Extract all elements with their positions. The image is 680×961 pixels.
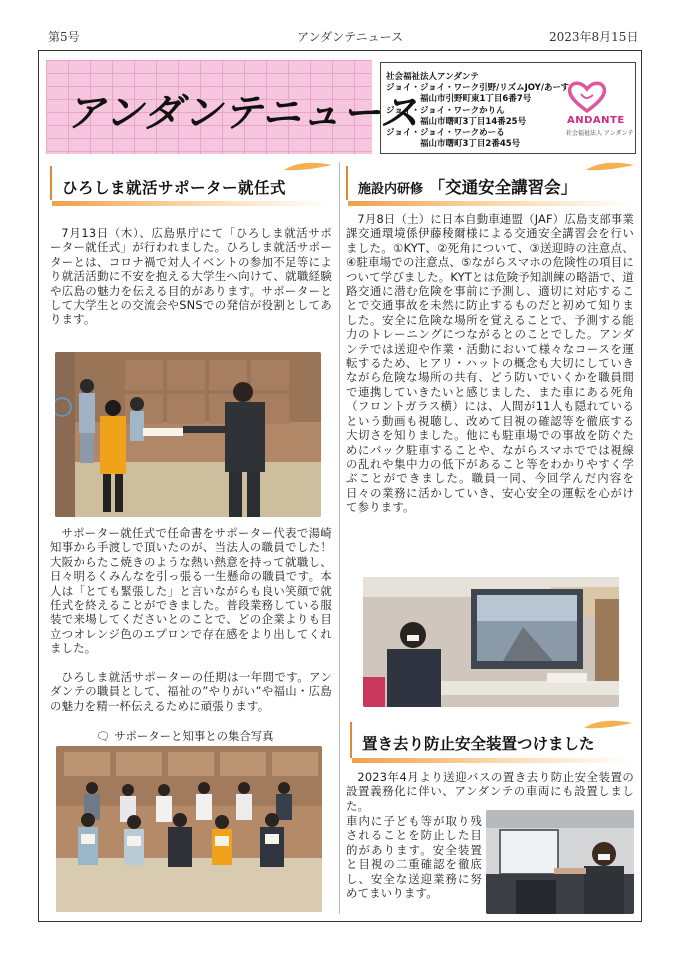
- training-lecture-photo: [363, 577, 619, 707]
- ceremony-handover-photo: [55, 352, 321, 517]
- org-name: 社会福祉法人アンダンテ: [386, 72, 479, 82]
- org-address-2: 福山市曙町3丁目14番25号: [420, 117, 527, 127]
- article2-body: 7月8日（土）に日本自動車連盟（JAF）広島支部事業課交通環境係伊藤稜爾様による交通安全講習会を行いました。①KYT、②死角について、③送迎時の注意点、④駐車場での注意点、⑤ながらスマホの危険性の項目について学びました。KYTとは危険予知訓練の略語で、道路交通に潜む危険を事前に予測し、適切に対応することで交通事故を未然に防止するものだと初めて知りました。安全に危険な場所を覚えることで、予測する能力のトレーニングにつながるとのことでした。アンダンテでは送迎や作業・活動において様々なコースを運転するため、ヒアリ・ハットの概念も大切にしていきながら危険な場所の共有、どう防いでいくかを職員間で連携していきたいと感じました、また車にある死角（フロントガラス横）には、人間が11人も隠れているという動画も視聴し、改めて目視の確認等を徹底する大切さを知りました。他にも駐車場での事故を防ぐためにバック駐車することや、ながらスマホででは視線の乱れや集中力の低下があること等をわかりやすく学ぶことができました。職員一同、今回学んだ内容を日々の業務に活かしていき、安心安全の運転を心がけて参ります。: [346, 212, 634, 515]
- logo-wordmark: ANDANTE: [567, 115, 625, 126]
- column-divider: [339, 162, 340, 914]
- bus-safety-device-photo: [486, 810, 634, 914]
- org-facility-2: ジョイ・ジョイ・ワークかりん: [386, 106, 505, 116]
- group-photo-caption-row: [96, 728, 274, 744]
- article3-paragraph-2: 車内に子ども等が取り残されることを防止した目的があります。安全装置と目視の二重確認を徹底し、安全な送迎業務に努めてまいります。: [346, 814, 482, 901]
- brush-accent-icon-2: [584, 160, 636, 174]
- article2-heading-underline: [348, 201, 634, 206]
- article3-heading-underline: [352, 758, 632, 763]
- newsletter-name: アンダンテニュース: [297, 30, 404, 44]
- org-address-3: 福山市曙町3丁目2番45号: [420, 139, 521, 149]
- group-photo-caption: サポーターと知事との集合写真: [114, 729, 274, 743]
- article1-paragraph-1: 7月13日（木）、広島県庁にて「ひろしま就活サポーター就任式」が行われました。ひろしま就活サポーターとは、コロナ禍で対人イベントの参加不足等により就活活動に不安を抱える大学生へ向けて、就職経験や広島の魅力を伝える目的があります。サポーターとして大学生との交流会やSNSでの発信が役割としてあります。: [50, 226, 332, 327]
- brush-accent-icon-3: [582, 718, 634, 732]
- org-facility-1: ジョイ・ジョイ・ワーク引野/リズムJOY/あーす: [386, 83, 570, 93]
- article1-paragraph-2: サポーター就任式で任命書をサポーター代表で湯崎知事から手渡しで頂いたのが、当法人の職員でした！大阪からたこ焼きのような熱い熱意を持って就職し、日々明るくみんなを引っ張る一生懸命の職員です。本人は「とても緊張した」と言いながらも良い笑顔で就任式を終えることができました。普段業務している服装で来場してくださいとのことで、どの企業よりも目立つオレンジ色のエプロンで存在感をより出してくれました。: [50, 526, 332, 656]
- article2-heading-main: 「交通安全講習会」: [428, 178, 578, 197]
- issue-date: 2023年8月15日: [549, 30, 639, 44]
- group-photo: [56, 746, 322, 912]
- logo-subtitle: 社会福祉法人 アンダンテ: [566, 130, 634, 137]
- org-address-1: 福山市引野町東1丁目6番7号: [420, 94, 532, 104]
- article2-heading-prefix: 施設内研修: [358, 182, 424, 197]
- article3-paragraph-1: 2023年4月より送迎バスの置き去り防止安全装置の設置義務化に伴い、アンダンテの車両にも設置しました。: [346, 770, 634, 813]
- article1-heading-underline: [52, 201, 332, 206]
- article1-heading: ひろしま就活サポーター就任式: [62, 179, 287, 197]
- article1-paragraph-3: ひろしま就活サポーターの任期は一年間です。アンダンテの職員として、福祉の”やりがい”や福山・広島の魅力を精一杯伝えるために頑張ります。: [50, 670, 332, 713]
- org-facility-3: ジョイ・ジョイ・ワークめーる: [386, 128, 505, 138]
- andante-heart-logo-icon: [567, 80, 607, 114]
- speech-bubble-icon: 🗨: [96, 729, 115, 743]
- issue-number: 第5号: [48, 30, 80, 44]
- masthead-title: アンダンテニュース: [66, 91, 420, 136]
- article3-heading: 置き去り防止安全装置つけました: [362, 735, 595, 753]
- brush-accent-icon: [282, 160, 334, 174]
